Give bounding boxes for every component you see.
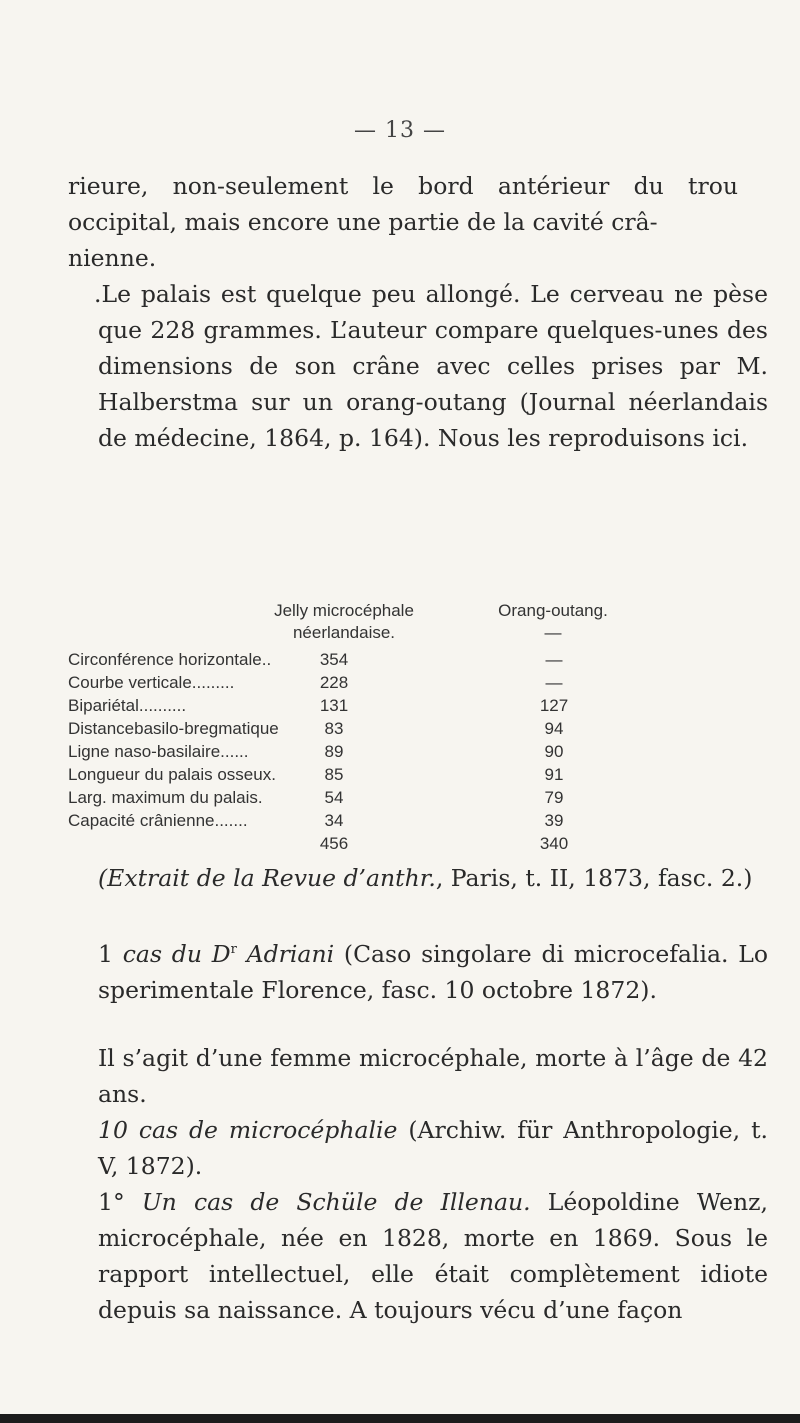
jelly-value: 354 bbox=[319, 650, 349, 669]
orang-value: — bbox=[545, 650, 563, 669]
jelly-value: 34 bbox=[324, 811, 344, 830]
row-label: Longueur du palais osseux. bbox=[68, 765, 276, 784]
table-row bbox=[68, 809, 738, 832]
case-italic-name: Adriani bbox=[236, 939, 335, 968]
case-superscript: r bbox=[230, 942, 237, 957]
paragraph-palais: .Le palais est quelque peu allongé. Le cerveau ne pèse que 228 grammes. L’auteur compare quelques-unes des dimensions de son crâne avec celles prises par M. Halberstma sur un orang-outang (Journal néerlandais de médecine, 1864, p. 164). Nous les reproduisons ici. bbox=[94, 280, 768, 452]
jelly-value: 89 bbox=[324, 742, 344, 761]
jelly-value: 83 bbox=[324, 719, 344, 738]
orang-total: 340 bbox=[539, 834, 569, 853]
header-jelly-line2: néerlandaise. bbox=[292, 623, 396, 642]
case-italic: cas du D bbox=[122, 939, 231, 968]
table-row bbox=[68, 786, 738, 809]
orang-value: 90 bbox=[544, 742, 564, 761]
row-label: Capacité crânienne....... bbox=[68, 811, 248, 830]
table-row bbox=[68, 694, 738, 717]
table-row bbox=[68, 740, 738, 763]
table-row bbox=[68, 648, 738, 671]
row-label: Courbe verticale......... bbox=[68, 673, 235, 692]
paragraph-text: rieure, non-seulement le bord antérieur du trou occipital, mais encore une partie de la cavité crâ- bbox=[68, 172, 738, 236]
header-orang-line1: Orang-outang. bbox=[498, 601, 608, 620]
paragraph-adriani bbox=[68, 932, 768, 1008]
header-jelly-line1: Jelly microcéphale bbox=[274, 601, 414, 620]
orang-value: 127 bbox=[539, 696, 569, 715]
row-label: Distancebasilo-bregmatique bbox=[68, 719, 279, 738]
jelly-value: 131 bbox=[319, 696, 349, 715]
header-orang-line2: — bbox=[544, 623, 562, 642]
jelly-value: 85 bbox=[324, 765, 344, 784]
table-row bbox=[68, 717, 738, 740]
table-row bbox=[68, 671, 738, 694]
table-header bbox=[68, 600, 738, 648]
jelly-value: 228 bbox=[319, 673, 349, 692]
header-jelly bbox=[264, 600, 424, 644]
paragraph-text-end: nienne. bbox=[68, 244, 157, 272]
case-rest: (Caso singolare di microcefalia. Lo sperimentale Florence, fasc. 10 octobre 1872). bbox=[98, 939, 769, 1004]
page-number: — 13 — bbox=[354, 118, 446, 143]
row-label: Ligne naso-basilaire...... bbox=[68, 742, 249, 761]
orang-value: 91 bbox=[544, 765, 564, 784]
row-label: Larg. maximum du palais. bbox=[68, 788, 263, 807]
row-label: Bipariétal.......... bbox=[68, 696, 187, 715]
table-total-row bbox=[68, 832, 738, 856]
header-orang bbox=[463, 600, 643, 644]
paragraph-continuation bbox=[68, 168, 738, 276]
paragraph-femme: Il s’agit d’une femme microcéphale, morte à l’âge de 42 ans. bbox=[98, 1044, 768, 1108]
paragraph-schule bbox=[68, 1184, 768, 1328]
schule-italic: Un cas de Schüle de Illenau. bbox=[124, 1188, 531, 1216]
archiw-rest: (Archiw. für Anthropologie, t. V, 1872). bbox=[98, 1116, 768, 1180]
schule-rest: Léopoldine Wenz, microcéphale, née en 1828, morte en 1869. Sous le rapport intellectuel, elle était complètement idiote depuis sa naissance. A toujours vécu d’une façon bbox=[98, 1188, 768, 1324]
measurements-table bbox=[68, 600, 738, 856]
paragraph-source bbox=[68, 860, 768, 896]
row-label: Circonférence horizontale.. bbox=[68, 650, 272, 669]
orang-value: 79 bbox=[544, 788, 564, 807]
page-bottom-edge bbox=[0, 1414, 800, 1423]
jelly-value: 54 bbox=[324, 788, 344, 807]
source-italic: (Extrait de la Revue d’anthr. bbox=[98, 864, 436, 892]
orang-value: — bbox=[545, 673, 563, 692]
schule-number: 1° bbox=[98, 1188, 125, 1216]
paragraph-archiw bbox=[68, 1112, 768, 1184]
jelly-total: 456 bbox=[319, 834, 349, 853]
source-rest: , Paris, t. II, 1873, fasc. 2.) bbox=[435, 864, 753, 892]
case-number: 1 bbox=[98, 939, 123, 968]
orang-value: 94 bbox=[544, 719, 564, 738]
orang-value: 39 bbox=[544, 811, 564, 830]
table-row bbox=[68, 763, 738, 786]
archiw-italic: 10 cas de microcéphalie bbox=[98, 1116, 398, 1144]
